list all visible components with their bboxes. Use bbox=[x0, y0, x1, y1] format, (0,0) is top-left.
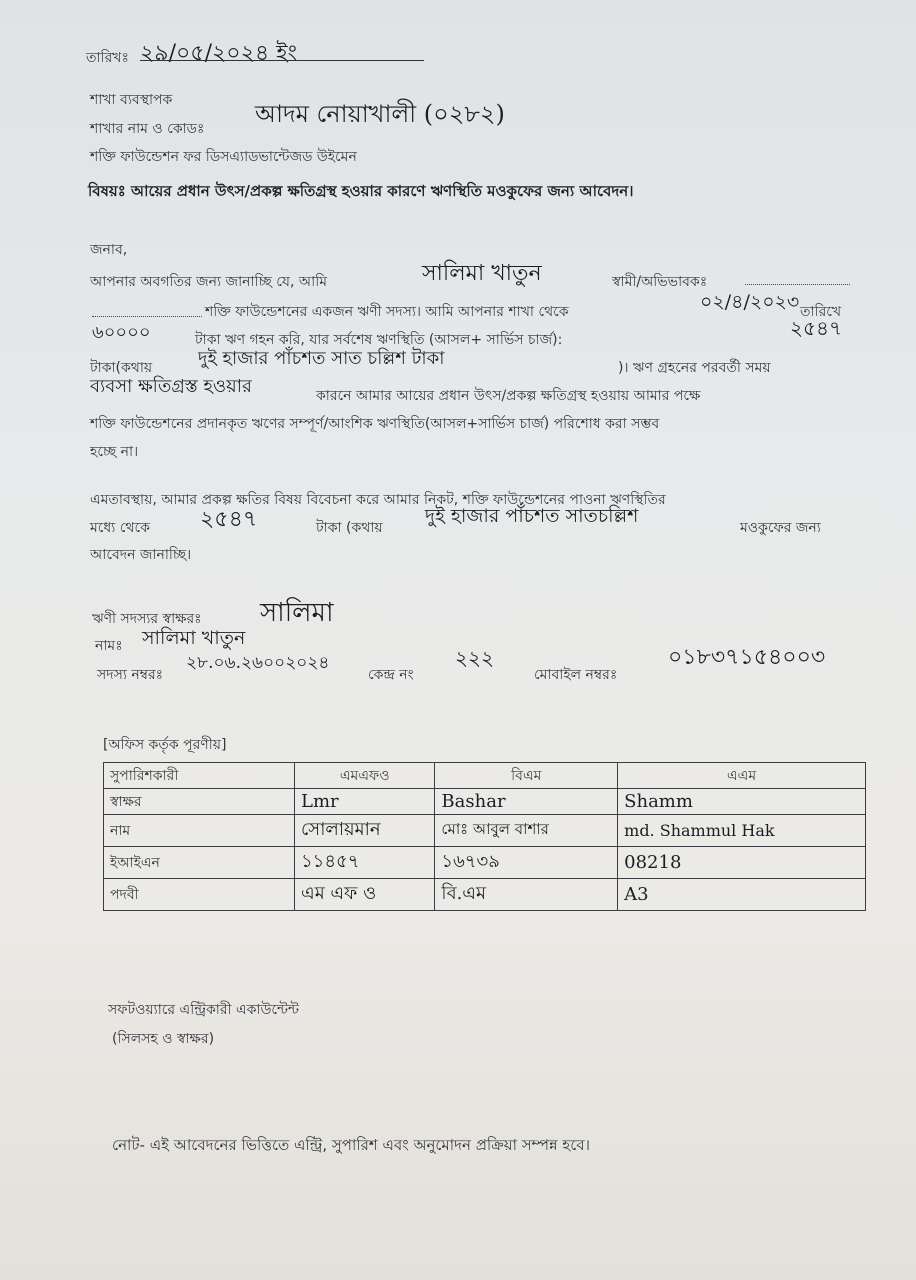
p2-e: আবেদন জানাচ্ছি। bbox=[90, 547, 192, 563]
p1-c: শক্তি ফাউন্ডেশনের একজন ঋণী সদস্য। আমি আপনার শাখা থেকে bbox=[205, 304, 569, 320]
bm-name: মোঃ আবুল বাশার bbox=[435, 815, 618, 847]
center-value-hw: ২২২ bbox=[455, 646, 495, 670]
office-header-row bbox=[104, 763, 866, 789]
reason-hw: ব্যবসা ক্ষতিগ্রস্ত হওয়ার bbox=[90, 376, 252, 397]
member-name-hw: সালিমা খাতুন bbox=[422, 261, 542, 286]
mobile-value-hw: ০১৮৩৭১৫৪০০৩ bbox=[668, 645, 826, 670]
header-bm: বিএম bbox=[435, 763, 618, 789]
id-label: সদস্য নম্বরঃ bbox=[97, 667, 164, 683]
office-row-name bbox=[104, 815, 866, 847]
date-underline bbox=[140, 60, 424, 61]
p2-b: মধ্যে থেকে bbox=[90, 520, 150, 536]
org-line: শক্তি ফাউন্ডেশন ফর ডিসএ্যাডভান্টেজড উইমেন bbox=[90, 149, 357, 165]
date-label: তারিখঃ bbox=[86, 50, 129, 66]
balance-words-hw: দুই হাজার পাঁচশত সাত চল্লিশ টাকা bbox=[198, 348, 445, 369]
office-row-signature bbox=[104, 789, 866, 815]
mfo-ein: ১১৪৫৭ bbox=[295, 847, 435, 879]
branch-value: আদম নোয়াখালী (০২৮২) bbox=[255, 100, 505, 128]
sig-label: ঋণী সদস্যর স্বাক্ষরঃ bbox=[92, 611, 202, 627]
office-row-ein bbox=[104, 847, 866, 879]
bm-ein: ১৬৭৩৯ bbox=[435, 847, 618, 879]
name-value-hw: সালিমা খাতুন bbox=[142, 627, 246, 649]
p1-e: টাকা ঋণ গহন করি, যার সর্বশেষ ঋণস্থিতি (আসল+ সার্ভিস চার্জ): bbox=[195, 332, 563, 348]
mfo-signature: Lmr bbox=[295, 789, 435, 815]
p2-c: টাকা (কথায় bbox=[316, 520, 383, 536]
p1-f: টাকা(কথায় bbox=[90, 360, 153, 376]
name-label: নামঃ bbox=[95, 638, 123, 654]
seal-label: (সিলসহ ও স্বাক্ষর) bbox=[112, 1031, 215, 1047]
am-signature: Shamm bbox=[618, 789, 866, 815]
row-label: স্বাক্ষর bbox=[104, 789, 295, 815]
p1-d: তারিখে bbox=[800, 304, 842, 320]
loan-date-hw: ০২/৪/২০২৩ bbox=[700, 291, 800, 313]
row-label: ইআইএন bbox=[104, 847, 295, 879]
p2-d: মওকুফের জন্য bbox=[740, 520, 821, 536]
p1-b: স্বামী/অভিভাবকঃ bbox=[612, 274, 708, 290]
mfo-name: সোলায়মান bbox=[295, 815, 435, 847]
am-name: md. Shammul Hak bbox=[618, 815, 866, 847]
mfo-designation: এম এফ ও bbox=[295, 879, 435, 911]
guardian-dots bbox=[745, 284, 850, 285]
mobile-label: মোবাইল নম্বরঃ bbox=[534, 667, 618, 683]
branch-manager: শাখা ব্যবস্থাপক bbox=[90, 92, 173, 108]
subject: বিষয়ঃ আয়ের প্রধান উৎস/প্রকল্প ক্ষতিগ্রস্থ হওয়ার কারণে ঋণস্থিতি মওকুফের জন্য আবেদন। bbox=[88, 182, 634, 200]
header-mfo: এমএফও bbox=[295, 763, 435, 789]
am-designation: A3 bbox=[618, 879, 866, 911]
branch-label: শাখার নাম ও কোডঃ bbox=[90, 121, 205, 137]
p1-j: হচ্ছে না। bbox=[90, 444, 139, 460]
bm-signature: Bashar bbox=[435, 789, 618, 815]
row-label: নাম bbox=[104, 815, 295, 847]
accountant-label: সফটওয়্যারে এন্ট্রিকারী একাউন্টেন্ট bbox=[108, 1002, 300, 1018]
member-signature: সালিমা bbox=[260, 598, 334, 628]
office-table bbox=[103, 762, 866, 911]
footer-note: নোট- এই আবেদনের ভিত্তিতে এন্ট্রি, সুপারিশ এবং অনুমোদন প্রক্রিয়া সম্পন্ন হবে। bbox=[112, 1136, 590, 1154]
office-caption: [অফিস কর্তৃক পূরণীয়] bbox=[103, 737, 227, 753]
date-value: ২৯/০৫/২০২৪ ইং bbox=[140, 41, 298, 66]
p1-i: শক্তি ফাউন্ডেশনের প্রদানকৃত ঋণের সম্পূর্ণ/আংশিক ঋণস্থিতি(আসল+সার্ভিস চার্জ) পরিশোধ করা সম্ভব bbox=[90, 416, 660, 432]
bm-designation: বি.এম bbox=[435, 879, 618, 911]
row-label: পদবী bbox=[104, 879, 295, 911]
p1-h: কারনে আমার আয়ের প্রধান উৎস/প্রকল্প ক্ষতিগ্রস্থ হওয়ায় আমার পক্ষে bbox=[316, 388, 701, 404]
center-label: কেন্দ্র নং bbox=[368, 667, 414, 683]
p2-a: এমতাবস্থায়, আমার প্রকল্প ক্ষতির বিষয় বিবেচনা করে আমার নিকট, শক্তি ফাউন্ডেশনের পাওনা ঋণস্থিতির bbox=[90, 492, 666, 508]
am-ein: 08218 bbox=[618, 847, 866, 879]
loan-amount-hw: ৬০০০০ bbox=[92, 322, 151, 343]
balance-hw: ২৫৪৭ bbox=[790, 316, 842, 340]
p1-a: আপনার অবগতির জন্য জানাচ্ছি যে, আমি bbox=[90, 274, 328, 290]
id-value-hw: ২৮.০৬.২৬০০২০২৪ bbox=[186, 653, 330, 673]
salutation: জনাব, bbox=[90, 242, 128, 258]
waive-words-hw: দুই হাজার পাঁচশত সাতচল্লিশ bbox=[425, 505, 639, 527]
office-row-designation bbox=[104, 879, 866, 911]
line2-dots bbox=[92, 316, 202, 317]
p1-g: )। ঋণ গ্রহনের পরবর্তী সময় bbox=[618, 360, 771, 376]
header-recommender: সুপারিশকারী bbox=[104, 763, 295, 789]
waive-amount-hw: ২৫৪৭ bbox=[200, 507, 258, 532]
header-am: এএম bbox=[618, 763, 866, 789]
